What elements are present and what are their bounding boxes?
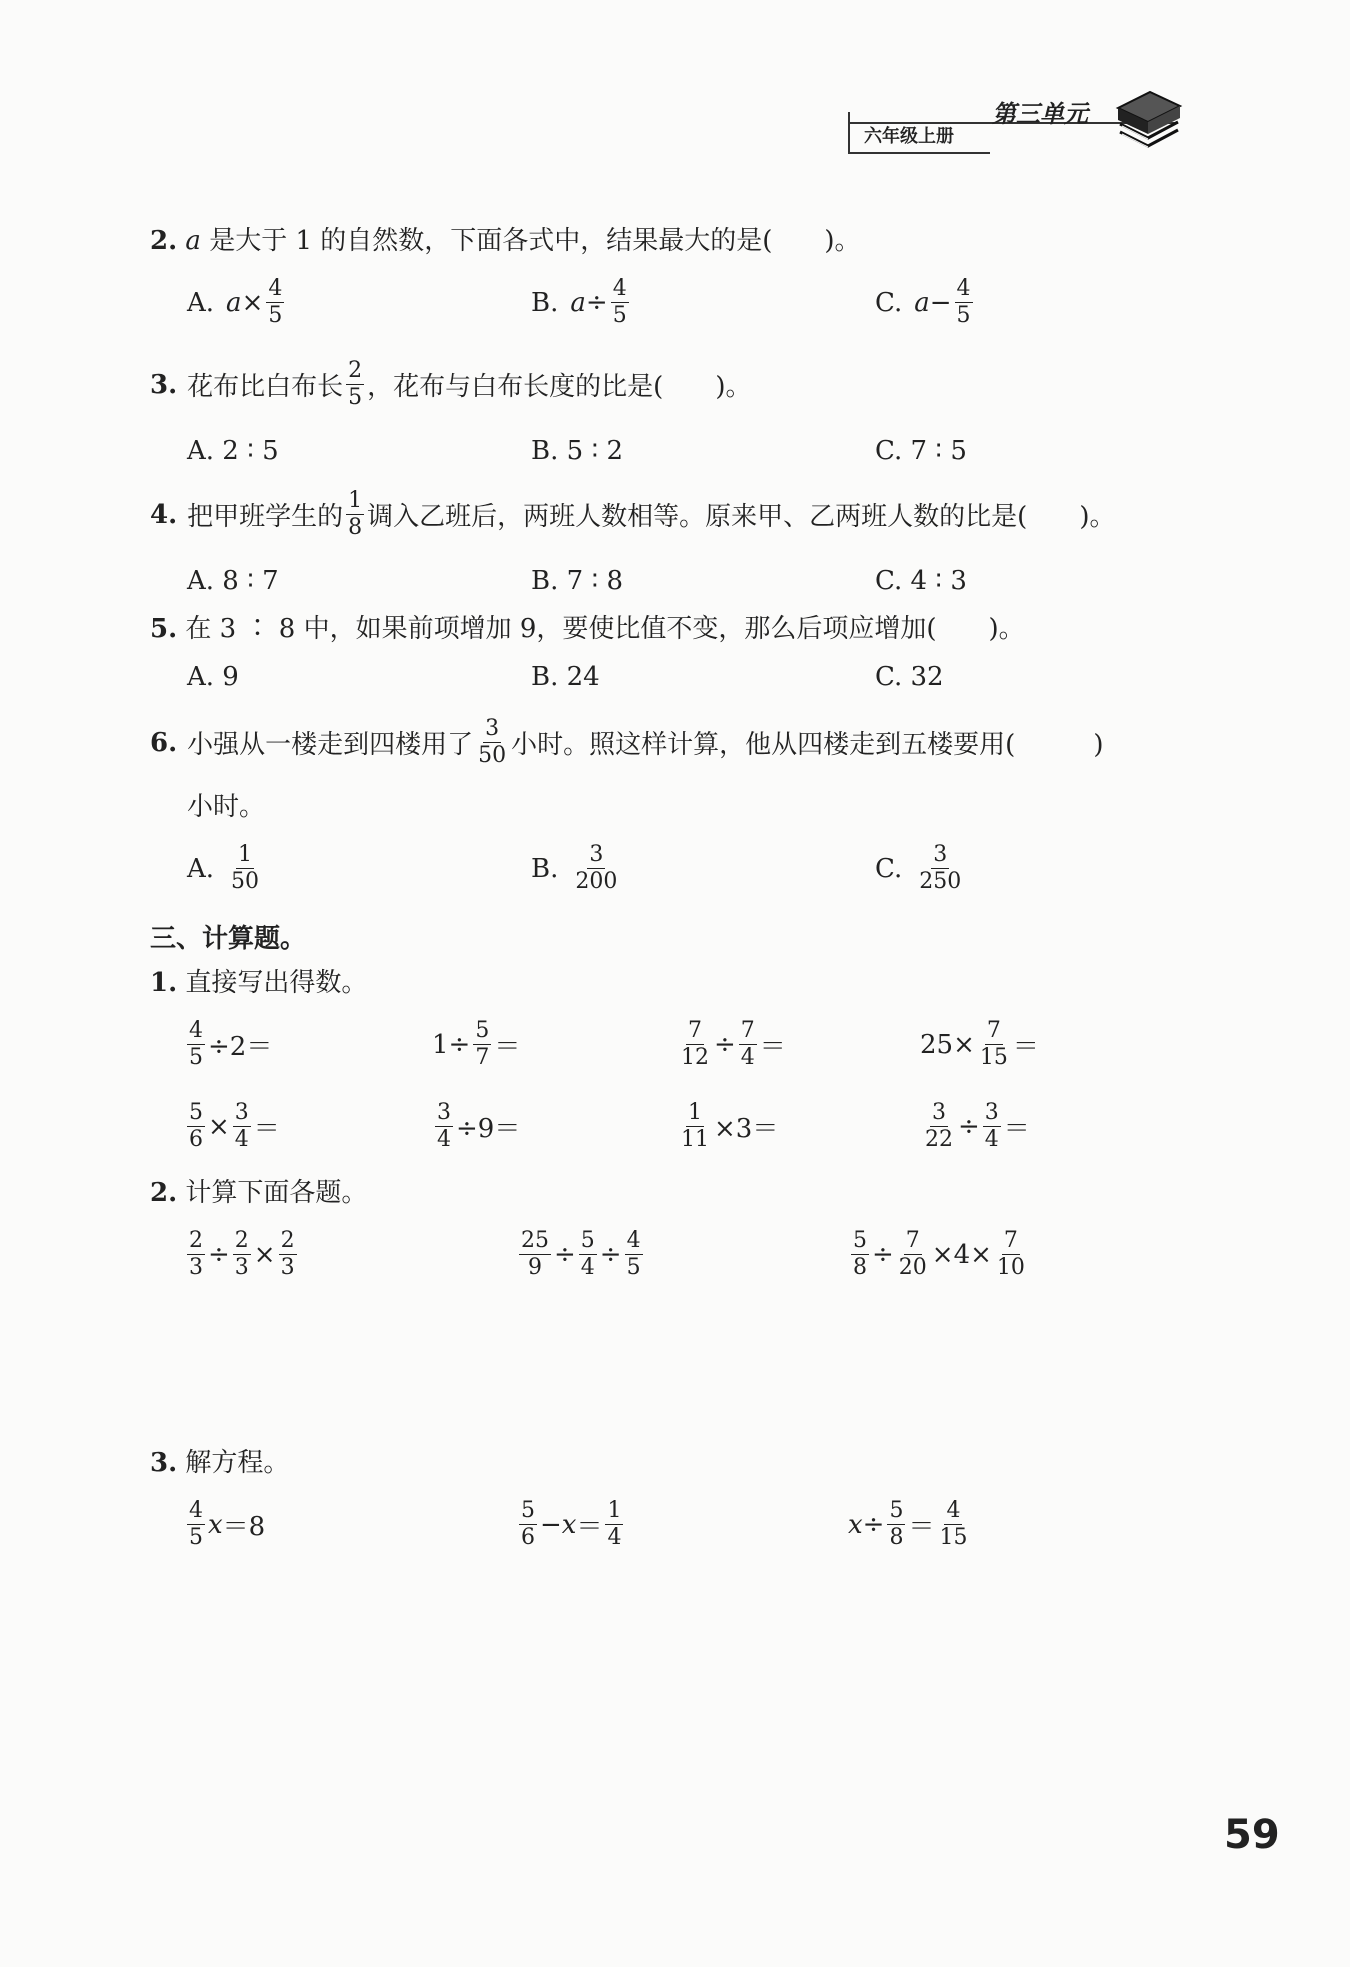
q4-option-b: B. 7 ∶ 8 — [531, 566, 624, 596]
question-number: 1. — [150, 968, 178, 998]
option-fraction: $\frac{4}{5}$ — [956, 276, 971, 328]
calc-1-item-7: $\frac{1}{11}$ ×3＝ — [681, 1100, 779, 1152]
q4-option-a: A. 8 ∶ 7 — [187, 566, 279, 596]
q5-option-a: A. 9 — [187, 662, 239, 692]
question-number: 5. — [150, 614, 178, 644]
q5-option-b: B. 24 — [531, 662, 600, 692]
option-fraction: $\frac{3}{250}$ — [919, 842, 962, 894]
question-fraction: $\frac{2}{5}$ — [348, 358, 363, 410]
q4-option-c: C. 4 ∶ 3 — [875, 566, 967, 596]
question-stem: 解方程。 — [185, 1448, 290, 1478]
question-stem: 计算下面各题。 — [185, 1178, 368, 1208]
question-2 — [150, 224, 861, 258]
calc-2-expr-1: $\frac{2}{3}$ ÷ $\frac{2}{3}$ × $\frac{2}{3}$ — [189, 1228, 295, 1280]
question-stem: 在 3 ∶ 8 中，如果前项增加 9，要使比值不变，那么后项应增加( )。 — [185, 614, 1025, 644]
calc-1-item-5: $\frac{5}{6}$ × $\frac{3}{4}$ ＝ — [189, 1100, 280, 1152]
q3-option-c: C. 7 ∶ 5 — [875, 436, 967, 466]
option-fraction: $\frac{1}{50}$ — [231, 842, 260, 894]
option-operator: ÷ — [585, 287, 608, 318]
equation-3: x ÷ $\frac{5}{8}$ ＝ $\frac{4}{15}$ — [848, 1498, 968, 1550]
q5-option-c: C. 32 — [875, 662, 944, 692]
equation-1: $\frac{4}{5}$ x ＝8 — [189, 1498, 266, 1550]
equation-2: $\frac{5}{6}$ − x ＝ $\frac{1}{4}$ — [521, 1498, 622, 1550]
q6-option-b — [531, 842, 622, 895]
option-label: A. — [187, 853, 215, 884]
question-stem-b: 调入乙班后，两班人数相等。原来甲、乙两班人数的比是( )。 — [367, 502, 1116, 532]
q2-option-b — [531, 276, 632, 329]
option-fraction: $\frac{4}{5}$ — [612, 276, 627, 328]
question-5 — [150, 612, 1025, 646]
question-6-continuation: 小时。 — [187, 792, 266, 822]
option-label: C. — [875, 853, 903, 884]
q3-option-b: B. 5 ∶ 2 — [531, 436, 624, 466]
question-number: 4. — [150, 499, 178, 530]
question-stem-a: 把甲班学生的 — [187, 502, 344, 532]
option-label: A. — [187, 287, 215, 318]
question-stem: 是大于 1 的自然数，下面各式中，结果最大的是( )。 — [200, 226, 861, 256]
question-number: 2. — [150, 226, 178, 256]
question-number: 2. — [150, 1178, 178, 1208]
option-var: a — [914, 287, 930, 318]
question-3 — [150, 358, 751, 411]
option-operator: − — [929, 287, 952, 318]
calc-1-item-6: $\frac{3}{4}$ ÷9＝ — [437, 1100, 521, 1152]
calc-1-item-1: $\frac{4}{5}$ ÷2＝ — [189, 1018, 273, 1070]
option-operator: × — [241, 287, 264, 318]
q2-option-c — [875, 276, 976, 329]
calc-1-item-4: 25× $\frac{7}{15}$ ＝ — [920, 1018, 1039, 1070]
calc-2-expr-3: $\frac{5}{8}$ ÷ $\frac{7}{20}$ ×4× $\frac{7}{10}$ — [853, 1228, 1025, 1280]
question-number: 3. — [150, 1448, 178, 1478]
book-stack-icon — [1112, 84, 1184, 156]
question-stem-a: 花布比白布长 — [187, 372, 344, 402]
q6-option-a — [187, 842, 264, 895]
question-6 — [150, 716, 1103, 769]
option-var: a — [570, 287, 586, 318]
calc-1-item-8: $\frac{3}{22}$ ÷ $\frac{3}{4}$ ＝ — [925, 1100, 1030, 1152]
question-number: 6. — [150, 727, 178, 758]
question-var: a — [185, 226, 201, 256]
question-stem: 直接写出得数。 — [185, 968, 368, 998]
header-grade: 六年级上册 — [864, 126, 954, 147]
question-number: 3. — [150, 369, 178, 400]
page-number: 59 — [1224, 1812, 1280, 1858]
calc-2-expr-2: $\frac{25}{9}$ ÷ $\frac{5}{4}$ ÷ $\frac{4}{5}$ — [521, 1228, 641, 1280]
q2-option-a — [187, 276, 287, 329]
option-var: a — [226, 287, 242, 318]
question-fraction: $\frac{1}{8}$ — [348, 488, 363, 540]
option-fraction: $\frac{4}{5}$ — [268, 276, 283, 328]
question-fraction: $\frac{3}{50}$ — [478, 716, 507, 768]
calc-1-item-3: $\frac{7}{12}$ ÷ $\frac{7}{4}$ ＝ — [681, 1018, 786, 1070]
calc-3-title — [150, 1446, 289, 1480]
section-title: 三、计算题。 — [150, 924, 307, 954]
option-fraction: $\frac{3}{200}$ — [575, 842, 618, 894]
calc-2-title — [150, 1176, 367, 1210]
question-stem-a: 小强从一楼走到四楼用了 — [187, 730, 474, 760]
calc-1-title — [150, 966, 367, 1000]
option-label: C. — [875, 287, 903, 318]
option-label: B. — [531, 287, 559, 318]
option-label: B. — [531, 853, 559, 884]
calc-1-item-2: 1÷ $\frac{5}{7}$ ＝ — [432, 1018, 521, 1070]
question-stem-b: 小时。照这样计算，他从四楼走到五楼要用( ) — [511, 730, 1104, 760]
q3-option-a: A. 2 ∶ 5 — [187, 436, 279, 466]
q6-option-c — [875, 842, 966, 895]
question-stem-b: ，花布与白布长度的比是( )。 — [367, 372, 752, 402]
question-4 — [150, 488, 1115, 541]
header-unit: 第三单元 — [992, 100, 1088, 128]
